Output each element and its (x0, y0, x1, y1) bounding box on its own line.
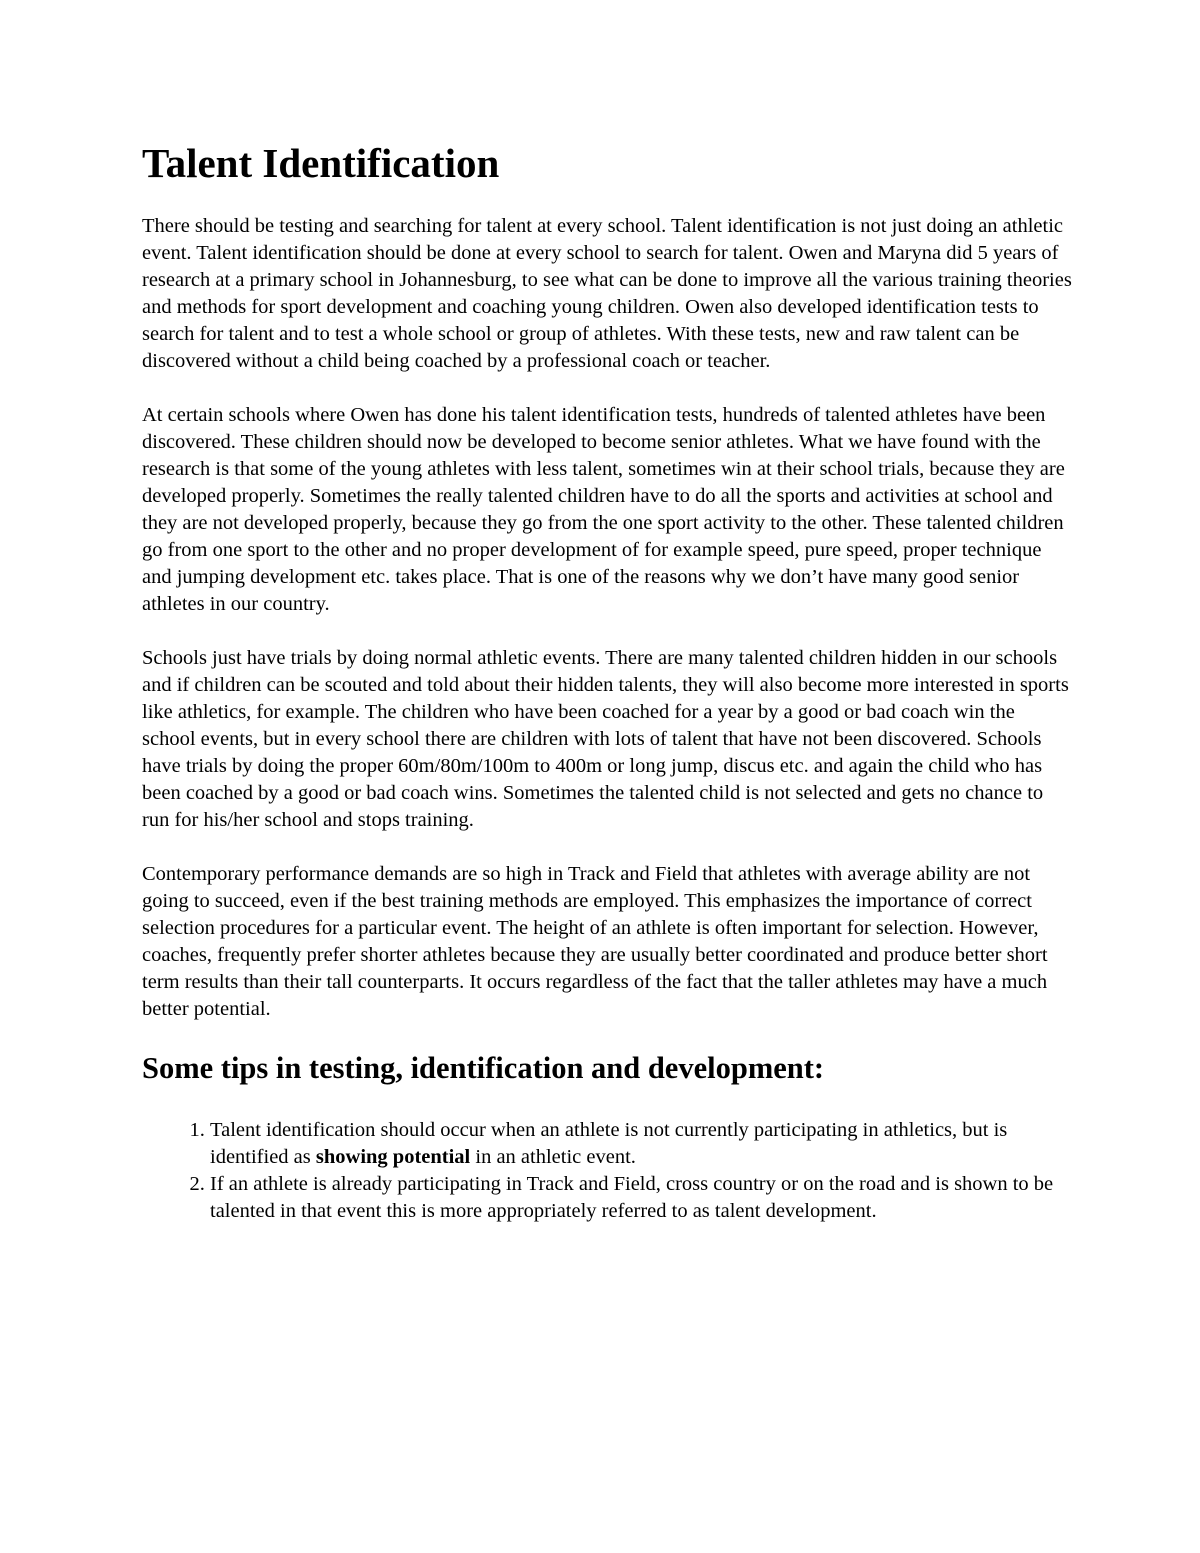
tips-list (142, 1117, 1072, 1225)
document-page (142, 140, 1072, 1225)
page-title: Talent Identification (142, 140, 500, 186)
paragraph-4: Contemporary performance demands are so high in Track and Field that athletes with average ability are not going to succeed, even if the best training methods are employed. This emphasizes the importance of correct selection procedures for a particular event. The height of an athlete is often important for selection. However, coaches, frequently prefer shorter athletes because they are usually better coordinated and produce better short term results than their tall counterparts. It occurs regardless of the fact that the taller athletes may have a much better potential. (142, 863, 1048, 1021)
section-heading: Some tips in testing, identification and development: (142, 1051, 825, 1086)
bold-phrase: showing potential (315, 1145, 471, 1168)
paragraph-3: Schools just have trials by doing normal athletic events. There are many talented children hidden in our schools and if children can be scouted and told about their hidden talents, they will also become more interested in sports like athletics, for example. The children who have been coached for a year by a good or bad coach win the school events, but in every school there are children with lots of talent that have not been discovered. Schools have trials by doing the proper 60m/80m/100m to 400m or long jump, discus etc. and again the child who has been coached by a good or bad coach wins. Sometimes the talented child is not selected and gets no chance to run for his/her school and stops training. (142, 647, 1069, 832)
list-item-text: If an athlete is already participating in Track and Field, cross country or on the road and is shown to be talented in that event this is more appropriately referred to as talent development. (210, 1172, 1054, 1222)
list-item-text: Talent identification should occur when an athlete is not currently participating in athletics, but is identified as (210, 1118, 1008, 1168)
list-item (210, 1117, 1072, 1171)
list-item (210, 1171, 1072, 1225)
list-item-text: in an athletic event. (470, 1145, 636, 1168)
paragraph-2: At certain schools where Owen has done his talent identification tests, hundreds of talented athletes have been discovered. These children should now be developed to become senior athletes. What we have found with the research is that some of the young athletes with less talent, sometimes win at their school trials, because they are developed properly. Sometimes the really talented children have to do all the sports and activities at school and they are not developed properly, because they go from the one sport activity to the other. These talented children go from one sport to the other and no proper development of for example speed, pure speed, proper technique and jumping development etc. takes place. That is one of the reasons why we don’t have many good senior athletes in our country. (142, 404, 1065, 616)
paragraph-1: There should be testing and searching for talent at every school. Talent identification is not just doing an athletic event. Talent identification should be done at every school to search for talent. Owen and Maryna did 5 years of research at a primary school in Johannesburg, to see what can be done to improve all the various training theories and methods for sport development and coaching young children. Owen also developed identification tests to search for talent and to test a whole school or group of athletes. With these tests, new and raw talent can be discovered without a child being coached by a professional coach or teacher. (142, 215, 1072, 373)
